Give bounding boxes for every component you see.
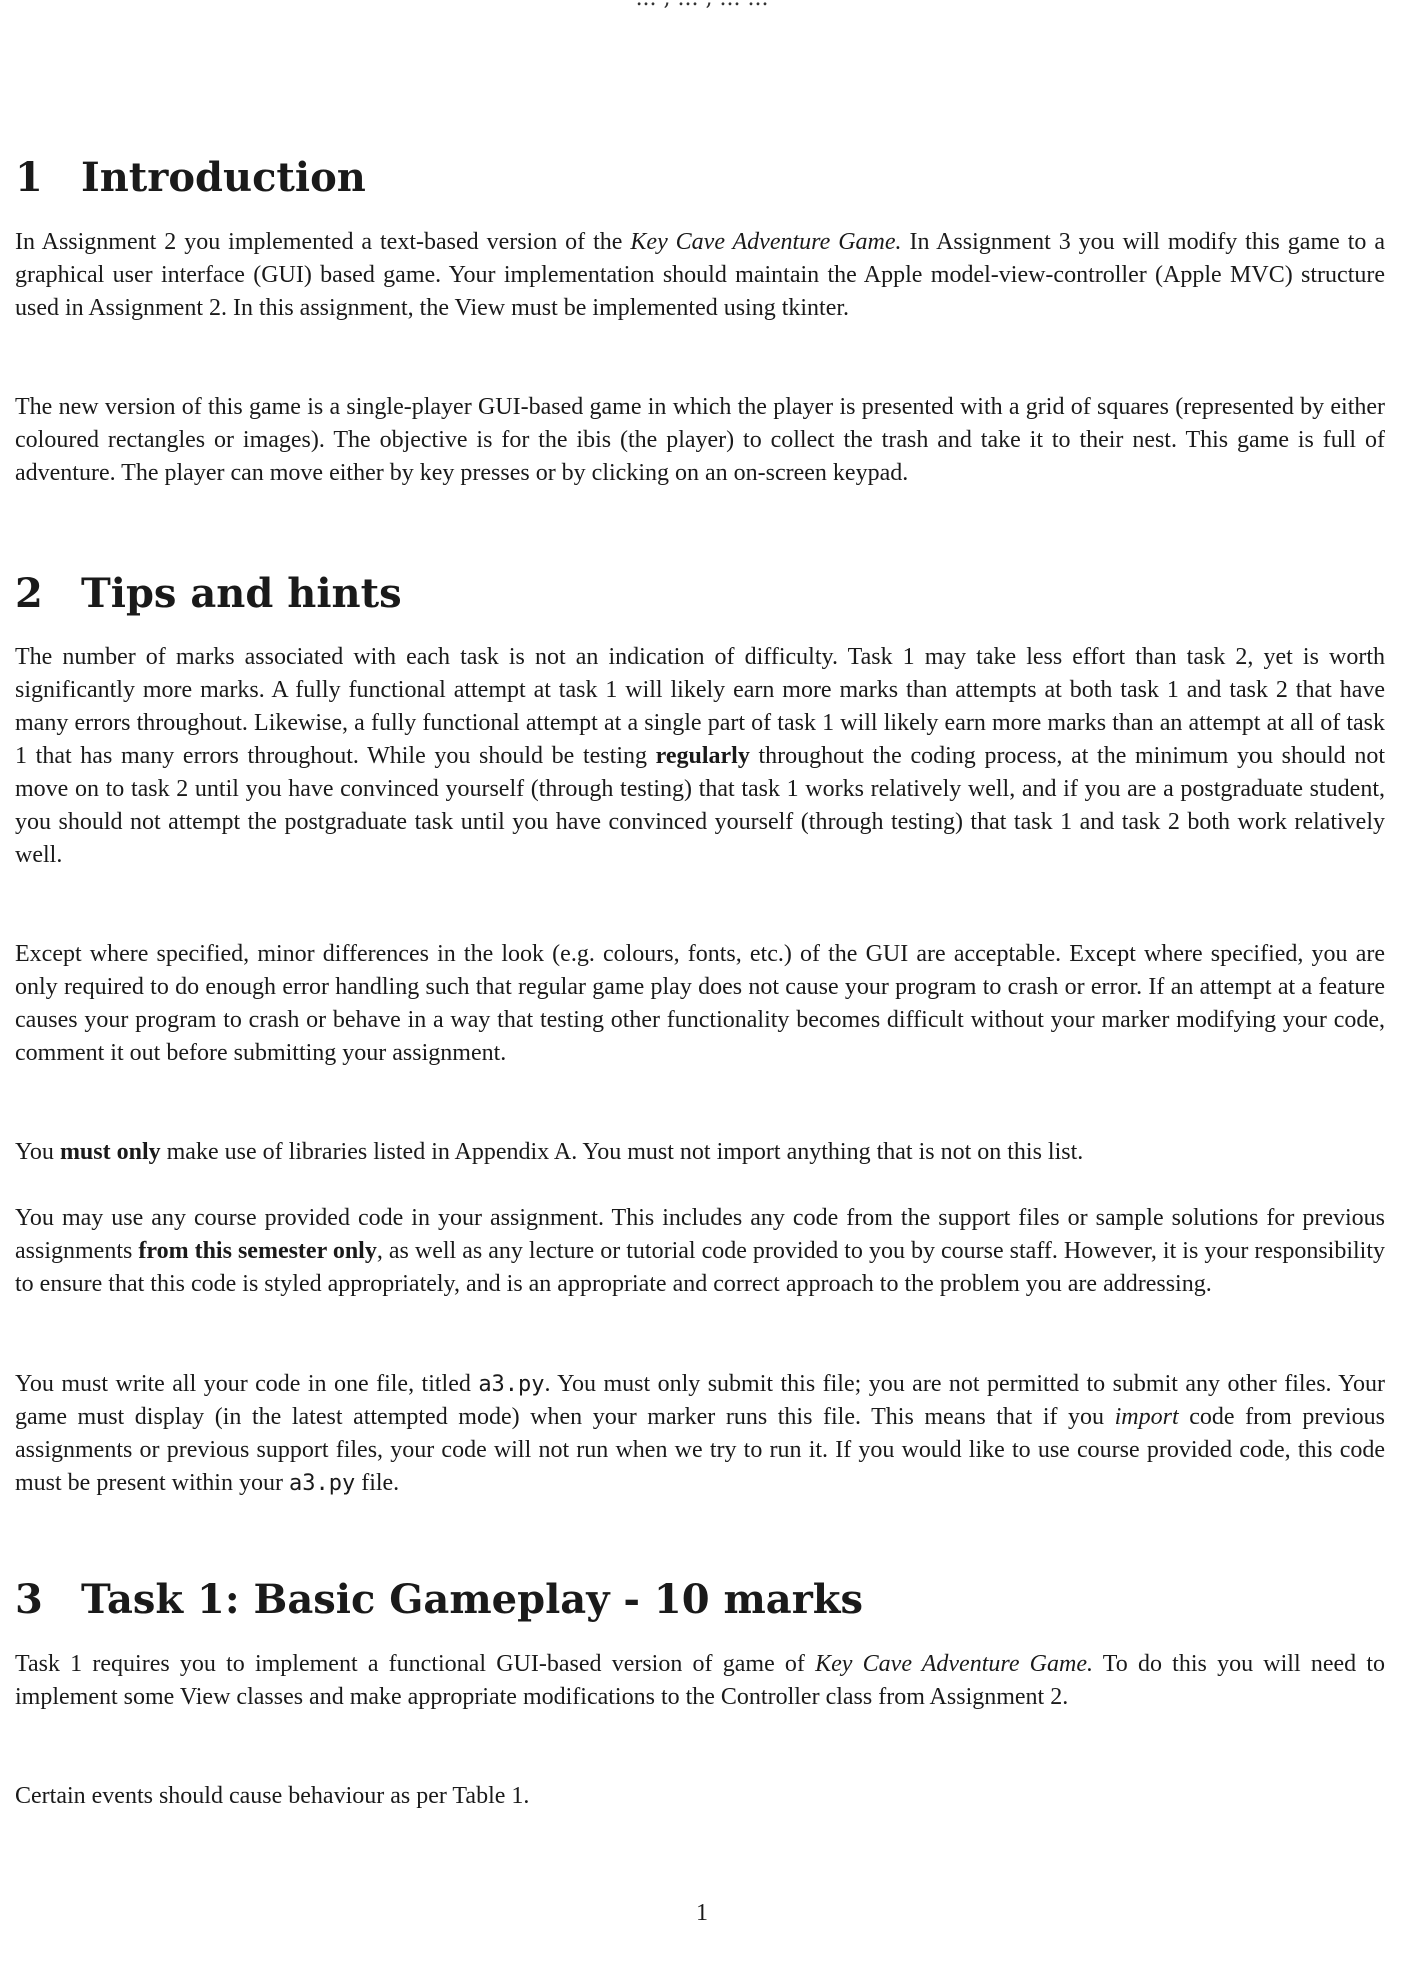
bold-text: regularly	[655, 743, 750, 769]
bold-text: must only	[59, 1139, 161, 1165]
paragraph-tips-2: Except where specified, minor differences in the look (e.g. colours, fonts, etc.) of the GUI are acceptable. Except where specified, you are only required to do enough error handling such that regular game play does not cause your program to crash or error. If an attempt at a feature causes your program to crash or behave in a way that testing other functionality becomes difficult without your marker modifying your code, comment it out before submitting your assignment.	[15, 941, 1385, 1066]
section-heading-introduction	[15, 154, 366, 202]
text-run: throughout the coding process, at the minimum you should not move on to task 2 until you have convinced yourself (through testing) that task 1 works relatively well, and if you are a postgraduate student, you should not attempt the postgraduate task until you have convinced yourself (through testing) that task 1 and task 2 both work relatively well.	[15, 743, 1385, 868]
paragraph-intro-1	[15, 226, 1385, 325]
paragraph-tips-4	[15, 1202, 1385, 1301]
section-heading-task-1	[15, 1576, 863, 1624]
section-heading-tips-and-hints	[15, 570, 402, 618]
section-number: 2	[15, 570, 43, 617]
text-run: file.	[355, 1470, 400, 1496]
page-header-fragment	[0, 0, 1404, 11]
filename-code: a3.py	[478, 1372, 545, 1397]
text-run: The number of marks associated with each task is not an indication of difficulty. Task 1 may take less effort than task 2, yet is worth significantly more marks. A fully functional attempt at task 1 will likely earn more marks than attempts at both task 1 and task 2 that have many errors throughout. Likewise, a fully functional attempt at a single part of task 1 will likely earn more marks than an attempt at all of task 1 that has many errors throughout. While you should be testing	[15, 644, 1385, 769]
paragraph-tips-5	[15, 1368, 1385, 1500]
text-run: Task 1 requires you to implement a functional GUI-based version of game of	[15, 1651, 816, 1677]
paragraph-tips-1	[15, 641, 1385, 872]
text-run: In Assignment 3 you will modify this game to a graphical user interface (GUI) based game. Your implementation should maintain the Apple model-view-controller (Apple MVC) structure used in Assignment 2. In this assignment, the View must be implemented using tkinter.	[15, 229, 1386, 321]
game-title-italic: Key Cave Adventure Game.	[815, 1651, 1094, 1677]
text-run: code from previous assignments or previous support files, your code will not run when we try to run it. If you would like to use course provided code, this code must be present within your	[15, 1404, 1385, 1496]
section-title: Tips and hints	[81, 570, 402, 617]
bold-text: from this semester only	[138, 1238, 377, 1264]
text-run: . You must only submit this file; you are not permitted to submit any other files. Your game must display (in the latest attempted mode) when your marker runs this file. This means that if you	[15, 1371, 1386, 1430]
paragraph-intro-2: The new version of this game is a single-player GUI-based game in which the player is presented with a grid of squares (represented by either coloured rectangles or images). The objective is for the ibis (the player) to collect the trash and take it to their nest. This game is full of adventure. The player can move either by key presses or by clicking on an on-screen keypad.	[15, 394, 1385, 486]
text-run: You	[15, 1139, 60, 1165]
section-number: 3	[15, 1576, 43, 1623]
section-title: Introduction	[81, 154, 366, 201]
text-run: You must write all your code in one file, titled	[15, 1371, 479, 1397]
section-title: Task 1: Basic Gameplay - 10 marks	[81, 1576, 864, 1623]
text-run: You may use any course provided code in your assignment. This includes any code from the support files or sample solutions for previous assignments	[15, 1205, 1385, 1264]
paragraph-task1-1	[15, 1648, 1385, 1714]
paragraph-task1-2: Certain events should cause behaviour as per Table 1.	[15, 1783, 530, 1809]
text-run: To do this you will need to implement some View classes and make appropriate modifications to the Controller class from Assignment 2.	[15, 1651, 1385, 1710]
filename-code: a3.py	[288, 1471, 356, 1496]
text-run: In Assignment 2 you implemented a text-based version of the	[15, 229, 631, 255]
italic-text: import	[1114, 1404, 1179, 1430]
page-number: 1	[696, 1900, 708, 1926]
paragraph-tips-3	[15, 1136, 1385, 1169]
text-run: , as well as any lecture or tutorial code provided to you by course staff. However, it is your responsibility to ensure that this code is styled appropriately, and is an appropriate and correct approach to the problem you are addressing.	[15, 1238, 1386, 1297]
section-number: 1	[15, 154, 43, 201]
text-run: make use of libraries listed in Appendix A. You must not import anything that is not on this list.	[160, 1139, 1084, 1165]
game-title-italic: Key Cave Adventure Game.	[630, 229, 902, 255]
